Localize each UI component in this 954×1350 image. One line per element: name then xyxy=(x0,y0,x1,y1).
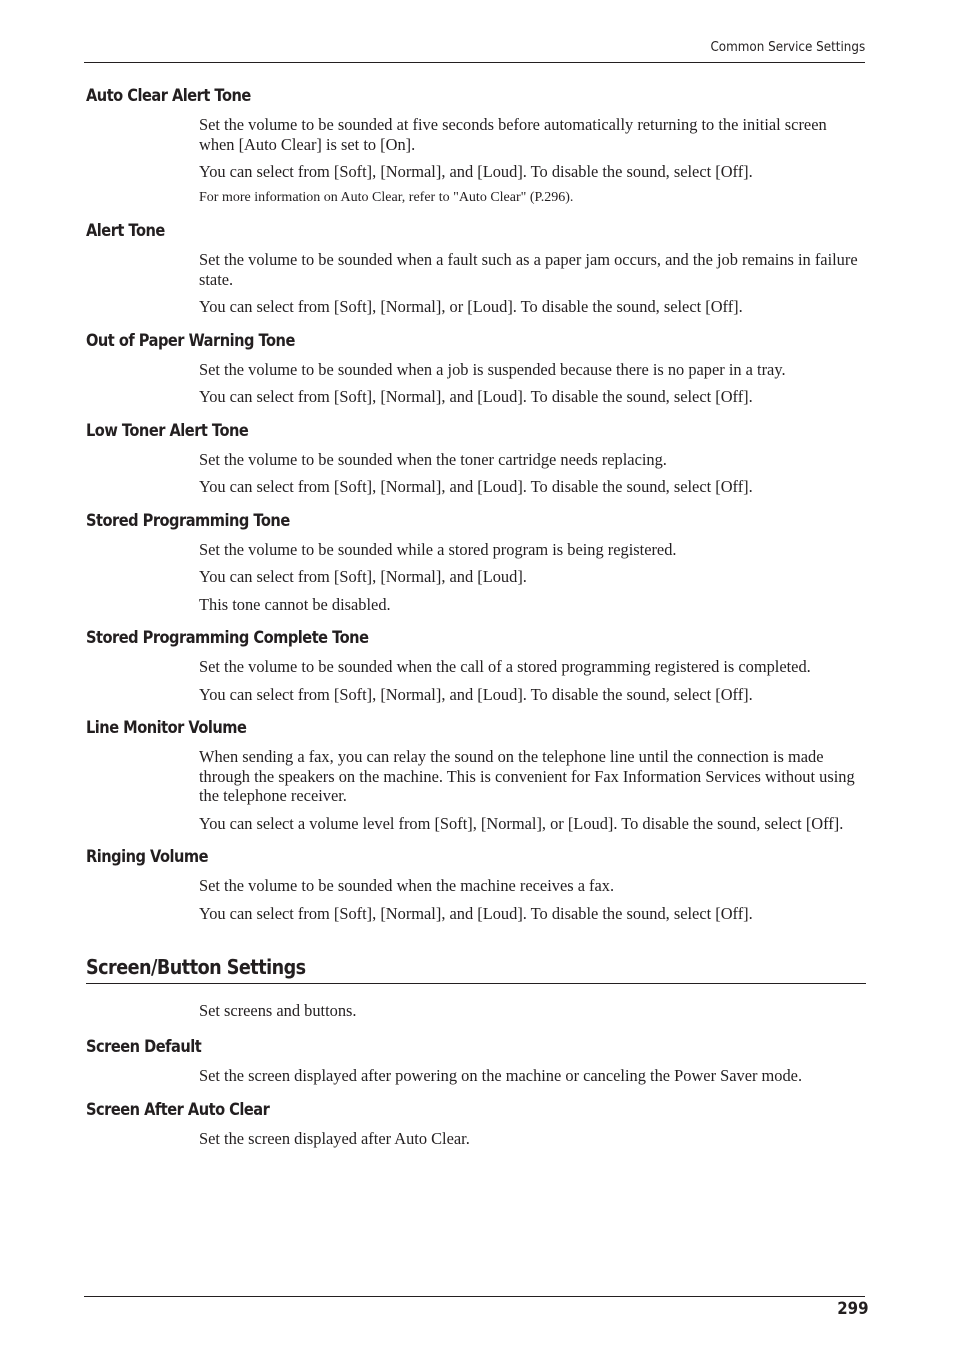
section-title-screen-button-settings xyxy=(86,954,866,984)
setting-heading: Line Monitor Volume xyxy=(86,718,247,738)
setting-screen-after-auto-clear xyxy=(86,1099,866,1149)
setting-screen-default xyxy=(86,1036,866,1086)
setting-description: Set the volume to be sounded when a fault such as a paper jam occurs, and the job remains in failure state. xyxy=(199,250,858,289)
cross-reference-note: For more information on Auto Clear, refer to "Auto Clear" (P.296). xyxy=(199,189,574,205)
page-number: 299 xyxy=(836,1299,868,1319)
setting-out-of-paper-warning-tone xyxy=(86,330,866,407)
setting-options: You can select from [Soft], [Normal], and [Loud]. To disable the sound, select [Off]. xyxy=(199,477,753,496)
setting-alert-tone xyxy=(86,220,866,317)
setting-auto-clear-alert-tone xyxy=(86,85,866,207)
setting-options: You can select a volume level from [Soft], [Normal], or [Loud]. To disable the sound, select [Off]. xyxy=(199,813,844,833)
header-divider xyxy=(84,62,865,63)
setting-heading: Out of Paper Warning Tone xyxy=(86,330,295,351)
setting-line-monitor-volume xyxy=(86,717,866,833)
setting-heading: Screen After Auto Clear xyxy=(86,1099,270,1120)
setting-heading: Low Toner Alert Tone xyxy=(86,420,249,441)
setting-options: You can select from [Soft], [Normal], and [Loud]. To disable the sound, select [Off]. xyxy=(199,903,753,923)
setting-description: Set the screen displayed after Auto Clear. xyxy=(199,1128,470,1148)
setting-low-toner-alert-tone xyxy=(86,420,866,497)
setting-stored-programming-tone xyxy=(86,510,866,615)
section-title-text: Screen/Button Settings xyxy=(86,955,306,979)
setting-description: Set the volume to be sounded when the machine receives a fax. xyxy=(199,876,615,895)
running-header: Common Service Settings xyxy=(710,40,865,55)
setting-options: You can select from [Soft], [Normal], and [Loud]. To disable the sound, select [Off]. xyxy=(199,684,753,704)
setting-description: Set the volume to be sounded when a job is suspended because there is no paper in a tray. xyxy=(199,359,786,379)
setting-options: You can select from [Soft], [Normal], and [Loud]. To disable the sound, select [Off]. xyxy=(199,387,753,406)
setting-description: Set the screen displayed after powering on the machine or canceling the Power Saver mode. xyxy=(199,1066,803,1086)
setting-heading: Auto Clear Alert Tone xyxy=(86,86,251,106)
setting-description: When sending a fax, you can relay the sound on the telephone line until the connection is made through the speakers on the machine. This is convenient for Fax Information Services without using the telephone receiver. xyxy=(199,747,855,805)
page-content xyxy=(86,85,866,1161)
setting-options: You can select from [Soft], [Normal], or [Loud]. To disable the sound, select [Off]. xyxy=(199,297,743,316)
setting-note: This tone cannot be disabled. xyxy=(199,594,391,614)
setting-heading: Stored Programming Tone xyxy=(86,510,290,531)
setting-description: Set the volume to be sounded while a stored program is being registered. xyxy=(199,539,677,559)
setting-description: Set the volume to be sounded when the toner cartridge needs replacing. xyxy=(199,449,667,469)
setting-heading: Screen Default xyxy=(86,1037,202,1058)
section-intro: Set screens and buttons. xyxy=(199,1000,357,1020)
setting-heading: Alert Tone xyxy=(86,221,165,241)
setting-stored-programming-complete-tone xyxy=(86,627,866,704)
setting-options: You can select from [Soft], [Normal], and [Loud]. To disable the sound, select [Off]. xyxy=(199,162,753,181)
setting-ringing-volume xyxy=(86,846,866,923)
setting-description: Set the volume to be sounded at five seconds before automatically returning to the initial screen when [Auto Clear] is set to [On]. xyxy=(199,115,827,154)
setting-heading: Ringing Volume xyxy=(86,847,209,867)
setting-description: Set the volume to be sounded when the call of a stored programming registered is completed. xyxy=(199,657,811,676)
setting-options: You can select from [Soft], [Normal], and [Loud]. xyxy=(199,567,527,586)
footer-divider xyxy=(84,1296,865,1297)
setting-heading: Stored Programming Complete Tone xyxy=(86,628,369,648)
